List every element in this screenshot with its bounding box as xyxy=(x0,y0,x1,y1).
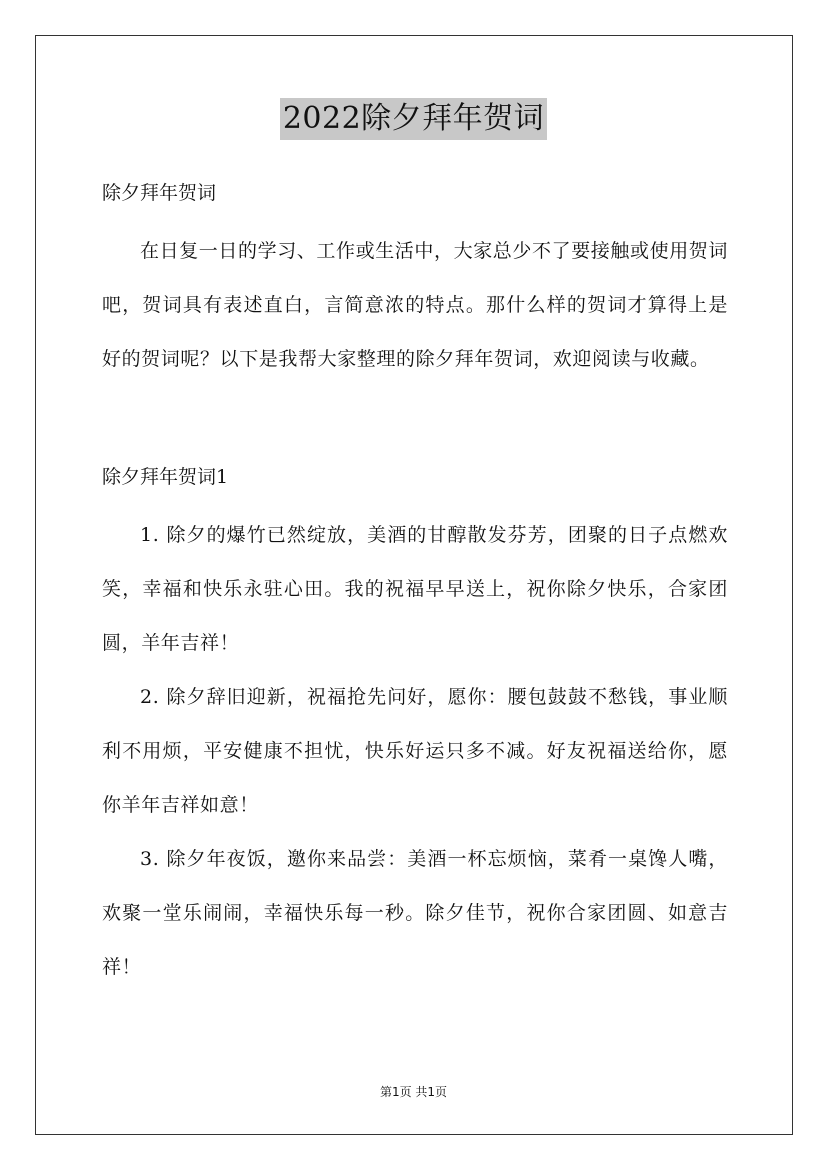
page-footer xyxy=(0,1084,827,1100)
intro-paragraph: 在日复一日的学习、工作或生活中，大家总少不了要接触或使用贺词吧，贺词具有表述直白，言简意浓的特点。那什么样的贺词才算得上是好的贺词呢？以下是我帮大家整理的除夕拜年贺词，欢迎阅读与收藏。 xyxy=(102,240,729,370)
section-heading-greetings: 除夕拜年贺词1 xyxy=(102,466,229,488)
page-number: 第1页 共1页 xyxy=(379,1085,448,1099)
document-title: 2022除夕拜年贺词 xyxy=(280,98,547,140)
greetings-list xyxy=(102,508,728,994)
list-item: 2. 除夕辞旧迎新，祝福抢先问好，愿你：腰包鼓鼓不愁钱，事业顺利不用烦，平安健康不担忧，快乐好运只多不减。好友祝福送给你，愿你羊年吉祥如意！ xyxy=(102,686,728,816)
list-item: 3. 除夕年夜饭，邀你来品尝：美酒一杯忘烦恼，菜肴一桌馋人嘴，欢聚一堂乐闹闹，幸福快乐每一秒。除夕佳节，祝你合家团圆、如意吉祥！ xyxy=(102,848,728,978)
list-item: 1. 除夕的爆竹已然绽放，美酒的甘醇散发芬芳，团聚的日子点燃欢笑，幸福和快乐永驻心田。我的祝福早早送上，祝你除夕快乐，合家团圆，羊年吉祥！ xyxy=(102,524,728,654)
section-heading-intro: 除夕拜年贺词 xyxy=(102,182,217,204)
title-container xyxy=(0,98,827,140)
document-body xyxy=(102,166,728,994)
